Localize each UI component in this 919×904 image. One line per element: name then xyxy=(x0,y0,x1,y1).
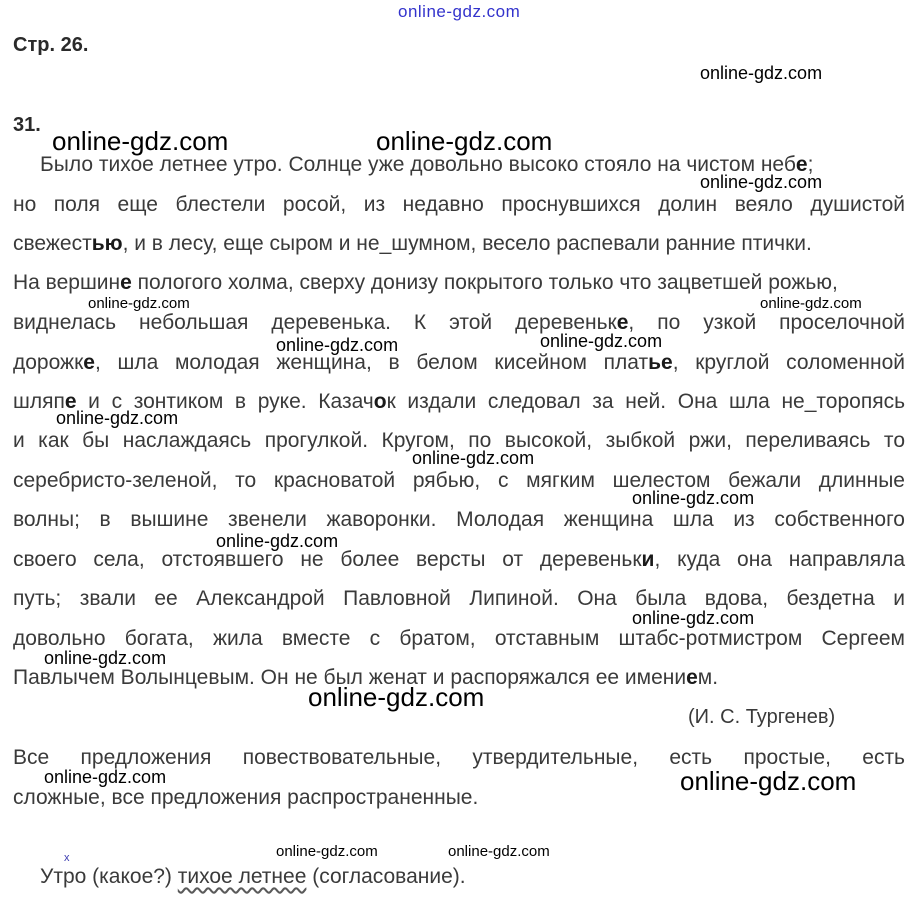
header-watermark: online-gdz.com xyxy=(398,2,521,21)
text-segment: На вершин xyxy=(13,271,121,294)
text-segment: виднелась небольшая деревенька. К этой деревеньк xyxy=(13,311,617,334)
watermark: online-gdz.com xyxy=(88,295,190,312)
phrase-suffix: (согласование). xyxy=(306,865,466,888)
highlighted-ending: ье xyxy=(648,351,673,374)
watermark: online-gdz.com xyxy=(448,843,550,860)
phrase-analysis xyxy=(40,864,466,890)
text-segment: , и в лесу, еще сыром и не_шумном, весело распевали ранние птички. xyxy=(122,232,812,255)
text-segment: своего села, отстоявшего не более версты от деревеньк xyxy=(13,548,642,571)
text-segment: свежест xyxy=(13,232,92,255)
watermark: online-gdz.com xyxy=(56,408,179,428)
highlighted-ending: е xyxy=(64,390,77,413)
text-segment: и как бы наслаждаясь прогулкой. Кругом, по высокой, зыбкой ржи, переливаясь то xyxy=(13,429,905,452)
page-label: Стр. 26. xyxy=(13,34,89,56)
watermark: online-gdz.com xyxy=(44,648,167,668)
watermark: online-gdz.com xyxy=(276,843,378,860)
watermark: online-gdz.com xyxy=(52,126,229,156)
text-segment: Павлычем Волынцевым. Он не был женат и распоряжался ее имени xyxy=(13,666,687,689)
text-segment: Было тихое летнее утро. Солнце уже довольно высоко стояло на чистом неб xyxy=(40,153,796,176)
highlighted-ending: о xyxy=(373,390,387,413)
watermark: online-gdz.com xyxy=(632,608,755,628)
word-mark: x xyxy=(64,852,70,864)
text-line xyxy=(13,231,812,257)
highlighted-ending: е xyxy=(616,311,629,334)
watermark: online-gdz.com xyxy=(700,63,823,83)
text-segment: м. xyxy=(697,666,719,689)
highlighted-ending: е xyxy=(120,271,132,294)
highlighted-ending: и xyxy=(641,548,655,571)
watermark: online-gdz.com xyxy=(540,331,663,351)
watermark: online-gdz.com xyxy=(700,172,823,192)
text-line xyxy=(13,192,905,218)
watermark: online-gdz.com xyxy=(632,488,755,508)
watermark: online-gdz.com xyxy=(276,335,399,355)
text-line xyxy=(13,586,905,612)
analysis-line-2: сложные, все предложения распространенные. xyxy=(13,786,479,809)
watermark: online-gdz.com xyxy=(760,295,862,312)
text-segment: волны; в вышине звенели жаворонки. Молодая женщина шла из собственного xyxy=(13,508,905,531)
text-line xyxy=(13,547,905,573)
text-line xyxy=(13,507,905,533)
highlighted-ending: е xyxy=(686,666,698,689)
highlighted-ending: е xyxy=(83,351,95,374)
text-segment: , шла молодая женщина, в белом кисейном плат xyxy=(94,351,649,374)
text-segment: и с зонтиком в руке. Казач xyxy=(76,390,374,413)
text-segment: путь; звали ее Александрой Павловной Липиной. Она была вдова, бездетна и xyxy=(13,587,905,610)
text-segment: шляп xyxy=(13,390,65,413)
text-segment: довольно богата, жила вместе с братом, отставным штабс-ротмистром Сергеем xyxy=(13,627,905,650)
watermark: online-gdz.com xyxy=(680,766,857,796)
text-line xyxy=(13,270,838,296)
phrase-words: тихое летнее xyxy=(177,865,307,888)
text-segment: ; xyxy=(807,153,814,176)
author-attribution: (И. С. Тургенев) xyxy=(688,706,836,728)
watermark: online-gdz.com xyxy=(216,531,339,551)
text-segment: к издали следовал за ней. Она шла не_торопясь xyxy=(386,390,906,413)
watermark: online-gdz.com xyxy=(412,448,535,468)
text-segment: пологого холма, сверху донизу покрытого только что зацветшей рожью, xyxy=(131,271,838,294)
text-segment: , куда она направляла xyxy=(654,548,905,571)
highlighted-ending: е xyxy=(795,153,808,176)
highlighted-ending: ью xyxy=(91,232,123,255)
phrase-prefix: Утро (какое?) xyxy=(40,865,178,888)
text-segment: , круглой соломенной xyxy=(672,351,905,374)
exercise-number: 31. xyxy=(13,114,41,136)
watermark: online-gdz.com xyxy=(308,682,485,712)
text-segment: , по узкой проселочной xyxy=(628,311,905,334)
text-segment: серебристо-зеленой, то красноватой рябью, с мягким шелестом бежали длинные xyxy=(13,469,905,492)
analysis-line-1: Все предложения повествовательные, утвердительные, есть простые, есть xyxy=(13,746,905,769)
text-line xyxy=(13,310,905,336)
text-segment: но поля еще блестели росой, из недавно проснувшихся долин веяло душистой xyxy=(13,193,905,216)
text-line xyxy=(13,468,905,494)
text-line xyxy=(13,350,905,376)
text-segment: дорожк xyxy=(13,351,84,374)
watermark: online-gdz.com xyxy=(44,767,167,787)
watermark: online-gdz.com xyxy=(376,126,553,156)
